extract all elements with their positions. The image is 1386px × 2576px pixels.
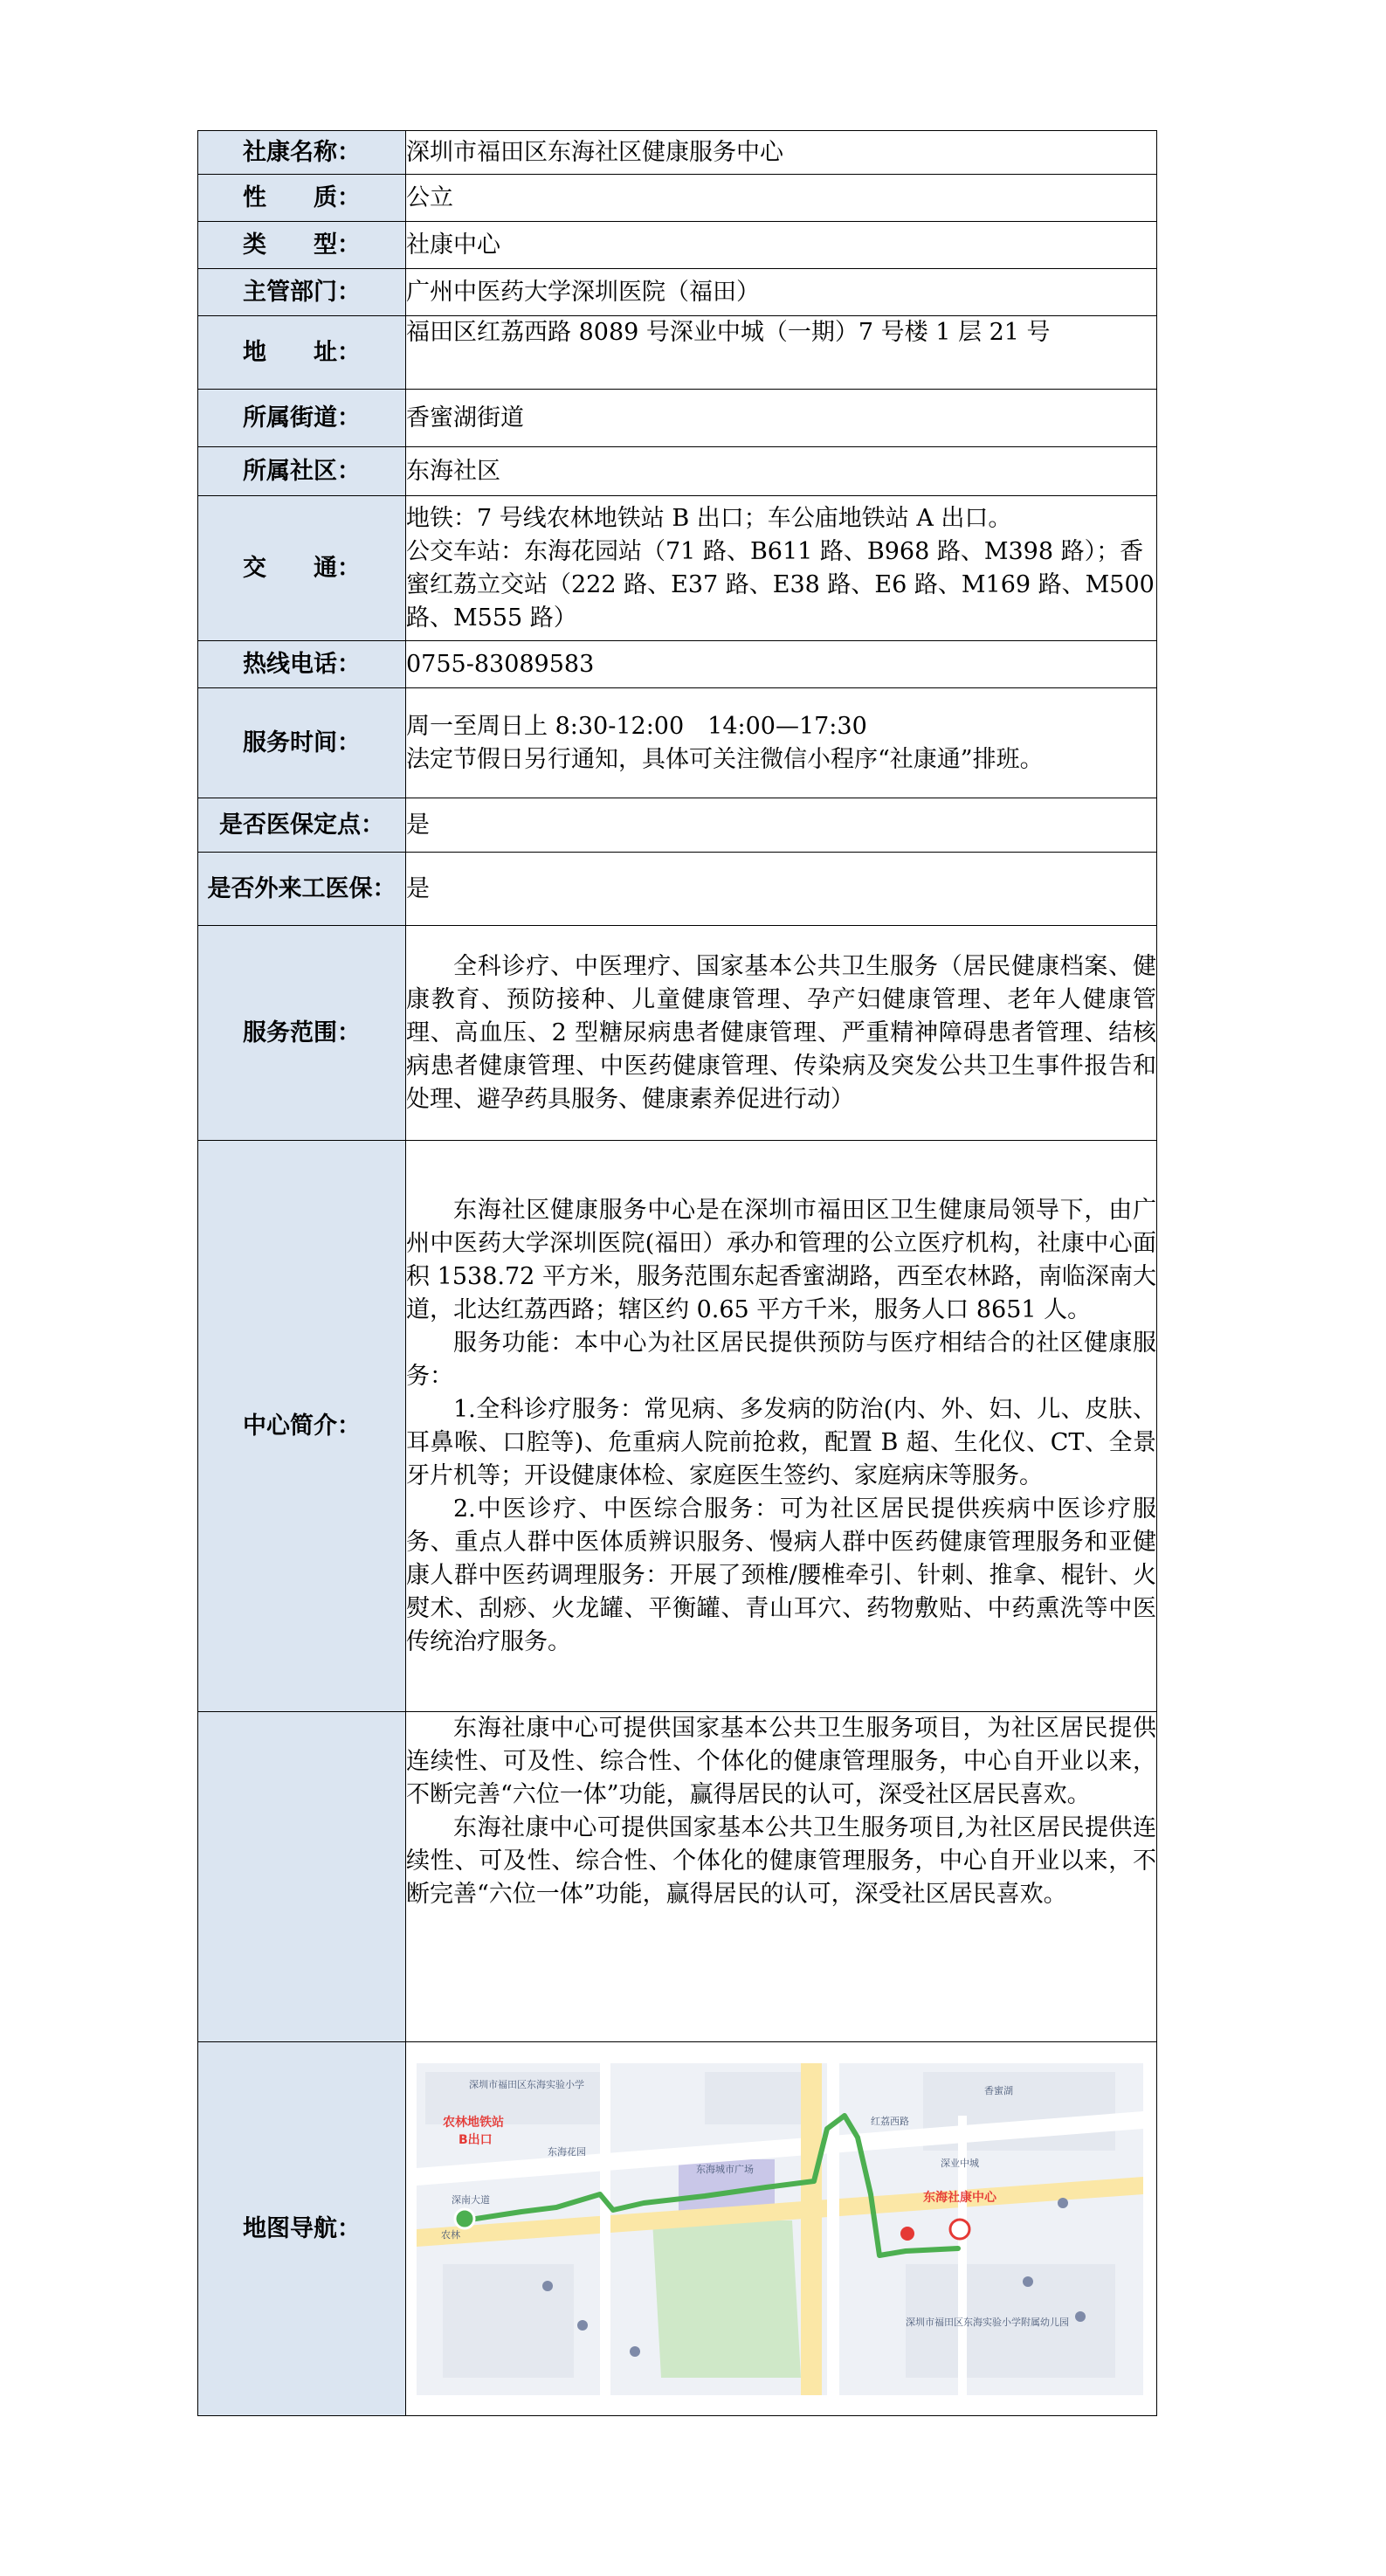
- label-hotline: 热线电话：: [198, 641, 406, 688]
- value-traffic: [406, 496, 1157, 641]
- info-sheet: [197, 130, 1156, 2416]
- map-place-1: 深圳市福田区东海实验小学: [469, 2078, 584, 2090]
- value-hotline: 0755-83089583: [406, 641, 1157, 688]
- row-insurance: [198, 798, 1157, 853]
- label-type: 类 型：: [198, 222, 406, 269]
- label-intro: 中心简介：: [198, 1141, 406, 1712]
- value-name: 深圳市福田区东海社区健康服务中心: [406, 131, 1157, 175]
- row-street: [198, 390, 1157, 447]
- label-insurance: 是否医保定点：: [198, 798, 406, 853]
- scope-text: 全科诊疗、中医理疗、国家基本公共卫生服务（居民健康档案、健康教育、预防接种、儿童健康管理、孕产妇健康管理、老年人健康管理、高血压、2 型糖尿病患者健康管理、严重精神障碍患者管理、结核病患者健康管理、中医药健康管理、传染病及突发公共卫生事件报告和处理、避孕药具服务、健康素养促进行动）: [406, 952, 1156, 1113]
- label-nature: 性 质：: [198, 175, 406, 222]
- row-nature: [198, 175, 1157, 222]
- label-name: 社康名称：: [198, 131, 406, 175]
- traffic-bus: 公交车站：东海花园站（71 路、B611 路、B968 路、M398 路）；香蜜红荔立交站（222 路、E37 路、E38 路、E6 路、M169 路、M500 路、M555 路）: [406, 537, 1155, 632]
- row-traffic: [198, 496, 1157, 641]
- value-community: 东海社区: [406, 447, 1157, 496]
- label-extra: [198, 1712, 406, 2042]
- map-place-2: 东海花园: [548, 2145, 586, 2158]
- map-navigation[interactable]: [417, 2063, 1143, 2395]
- value-address: 福田区红荔西路 8089 号深业中城（一期）7 号楼 1 层 21 号: [406, 316, 1157, 390]
- intro-para-3: 1.全科诊疗服务：常见病、多发病的防治(内、外、妇、儿、皮肤、耳鼻喉、口腔等)、危重病人院前抢救，配置 B 超、生化仪、CT、全景牙片机等；开设健康体检、家庭医生签约、家庭病床等服务。: [406, 1395, 1156, 1489]
- value-scope: [406, 926, 1157, 1141]
- map-start-label: 农林地铁站: [443, 2115, 504, 2130]
- row-extra: [198, 1712, 1157, 2042]
- row-type: [198, 222, 1157, 269]
- map-place-8: 红荔西路: [871, 2115, 909, 2127]
- row-migrant: [198, 853, 1157, 926]
- value-nature: 公立: [406, 175, 1157, 222]
- map-place-4: 香蜜湖: [984, 2084, 1013, 2096]
- map-place-5: 深业中城: [941, 2157, 979, 2169]
- row-address: [198, 316, 1157, 390]
- map-place-3: 东海城市广场: [696, 2163, 754, 2175]
- value-hours: [406, 688, 1157, 798]
- label-hours: 服务时间：: [198, 688, 406, 798]
- value-map: [406, 2042, 1157, 2416]
- map-dest-label: 东海社康中心: [923, 2190, 996, 2205]
- extra-para-1: 东海社康中心可提供国家基本公共卫生服务项目，为社区居民提供连续性、可及性、综合性、个体化的健康管理服务，中心自开业以来，不断完善“六位一体”功能，赢得居民的认可，深受社区居民喜欢。: [406, 1715, 1156, 1808]
- row-hotline: [198, 641, 1157, 688]
- map-place-6: 农林: [441, 2228, 460, 2241]
- map-place-7: 深圳市福田区东海实验小学附属幼儿园: [906, 2316, 1069, 2328]
- traffic-metro: 地铁：7 号线农林地铁站 B 出口；车公庙地铁站 A 出口。: [406, 504, 1012, 532]
- extra-para-2: 东海社康中心可提供国家基本公共卫生服务项目,为社区居民提供连续性、可及性、综合性、个体化的健康管理服务，中心自开业以来，不断完善“六位一体”功能，赢得居民的认可，深受社区居民喜欢。: [406, 1814, 1156, 1908]
- label-community: 所属社区：: [198, 447, 406, 496]
- label-map: 地图导航：: [198, 2042, 406, 2416]
- map-image: [417, 2063, 1143, 2395]
- row-scope: [198, 926, 1157, 1141]
- value-type: 社康中心: [406, 222, 1157, 269]
- label-migrant: 是否外来工医保：: [198, 853, 406, 926]
- intro-para-1: 东海社区健康服务中心是在深圳市福田区卫生健康局领导下，由广州中医药大学深圳医院(福田）承办和管理的公立医疗机构，社康中心面积 1538.72 平方米，服务范围东起香蜜湖路，西至农林路，南临深南大道，北达红荔西路；辖区约 0.65 平方千米，服务人口 8651 人。: [406, 1196, 1156, 1323]
- label-scope: 服务范围：: [198, 926, 406, 1141]
- label-traffic: 交 通：: [198, 496, 406, 641]
- row-name: [198, 131, 1157, 175]
- row-dept: [198, 269, 1157, 316]
- value-street: 香蜜湖街道: [406, 390, 1157, 447]
- value-dept: 广州中医药大学深圳医院（福田）: [406, 269, 1157, 316]
- hours-holiday: 法定节假日另行通知，具体可关注微信小程序“社康通”排班。: [406, 745, 1044, 773]
- label-address: 地 址：: [198, 316, 406, 390]
- map-place-9: 深南大道: [452, 2193, 490, 2206]
- info-table: [197, 130, 1157, 2416]
- value-intro: [406, 1141, 1157, 1712]
- label-street: 所属街道：: [198, 390, 406, 447]
- label-dept: 主管部门：: [198, 269, 406, 316]
- row-hours: [198, 688, 1157, 798]
- intro-para-2: 服务功能：本中心为社区居民提供预防与医疗相结合的社区健康服务：: [406, 1329, 1156, 1390]
- intro-para-4: 2.中医诊疗、中医综合服务：可为社区居民提供疾病中医诊疗服务、重点人群中医体质辨识服务、慢病人群中医药健康管理服务和亚健康人群中医药调理服务：开展了颈椎/腰椎牵引、针刺、推拿、棍针、火熨术、刮痧、火龙罐、平衡罐、青山耳穴、药物敷贴、中药熏洗等中医传统治疗服务。: [406, 1495, 1156, 1655]
- value-insurance: 是: [406, 798, 1157, 853]
- value-migrant: 是: [406, 853, 1157, 926]
- value-extra: [406, 1712, 1157, 2042]
- map-start-exit-label: B出口: [459, 2132, 493, 2147]
- row-map: [198, 2042, 1157, 2416]
- row-community: [198, 447, 1157, 496]
- hours-weekly: 周一至周日上 8:30-12:00 14:00—17:30: [406, 712, 867, 740]
- row-intro: [198, 1141, 1157, 1712]
